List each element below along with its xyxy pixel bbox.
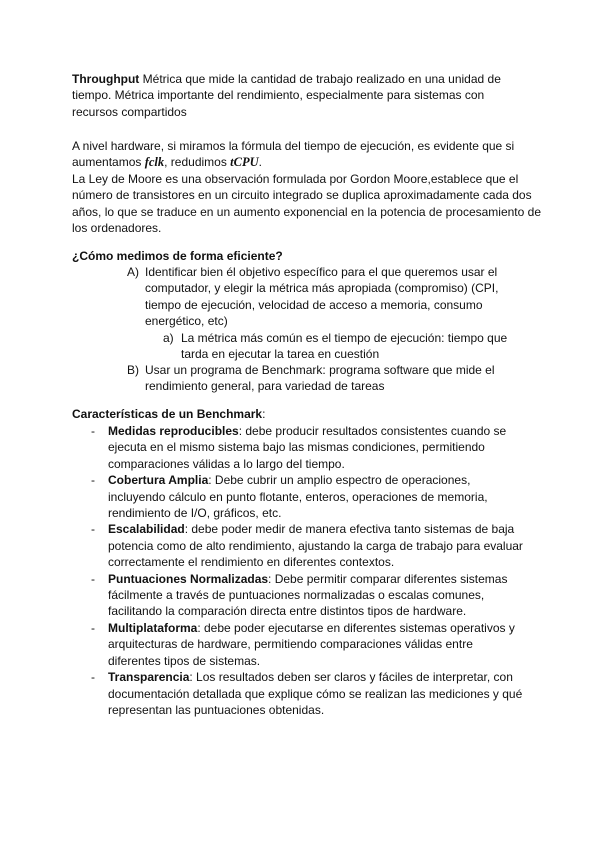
item-text: : Los resultados deben ser claros y fáciles de interpretar, con documentación detallada que explique cómo se realizan las mediciones y qué representan las puntuaciones obtenidas. [108, 670, 523, 717]
item-term: Cobertura Amplia [108, 473, 209, 488]
list-item [91, 620, 528, 669]
list-item [91, 521, 528, 570]
bullet-dash: - [91, 571, 95, 586]
list-item [91, 571, 528, 620]
list-label: B) [127, 363, 139, 377]
measure-heading: ¿Cómo medimos de forma eficiente? [72, 249, 283, 263]
bullet-dash: - [91, 620, 95, 635]
bullet-dash: - [91, 522, 95, 537]
hardware-paragraph [72, 138, 542, 171]
item-term: Medidas reproducibles [108, 424, 239, 438]
list-text: Identificar bien él objetivo específico para el que queremos usar el computador, y elegir la métrica más apropiada (compromiso) (CPI, tiempo de ejecución, velocidad de acceso a memoria, consumo energético, etc) [145, 265, 499, 329]
throughput-paragraph [72, 71, 522, 120]
hardware-text: A nivel hardware, si miramos la fórmula del tiempo de ejecución, es evidente que si aumentamos [72, 139, 515, 170]
bullet-dash: - [91, 670, 95, 685]
list-label: A) [127, 265, 139, 279]
bullet-dash: - [91, 473, 95, 488]
benchmark-list [91, 423, 528, 718]
item-text: : debe poder medir de manera efectiva tanto sistemas de baja potencia como de alto rendimiento, ajustando la carga de trabajo para evaluar correctamente el rendimiento en diferentes contextos. [108, 522, 523, 570]
item-term: Transparencia [108, 670, 190, 685]
list-item [91, 423, 528, 472]
list-item [91, 669, 528, 718]
item-text: : debe poder ejecutarse en diferentes sistemas operativos y arquitecturas de hardware, permitiendo comparaciones válidas entre diferentes tipos de sistemas. [108, 620, 515, 668]
list-item-a [127, 264, 520, 330]
item-text: : Debe permitir comparar diferentes sistemas fácilmente a través de puntuaciones normalizadas o escalas comunes, facilitando la comparación directa entre distintos tipos de hardware. [108, 571, 508, 619]
item-term: Escalabilidad [108, 522, 185, 537]
list-label: a) [163, 331, 174, 345]
item-term: Puntuaciones Normalizadas [108, 571, 269, 586]
throughput-definition: Métrica que mide la cantidad de trabajo realizado en una unidad de tiempo. Métrica importante del rendimiento, especialmente para sistemas con recursos compartidos [72, 72, 501, 119]
hardware-text-3: . [258, 155, 262, 170]
bullet-dash: - [91, 424, 95, 438]
fclk-variable: fclk [144, 155, 165, 170]
moore-paragraph: La Ley de Moore es una observación formulada por Gordon Moore,establece que el número de transistores en un circuito integrado se duplica aproximadamente cada dos años, lo que se traduce en un aumento exponencial en la potencia de procesamiento de los ordenadores. [72, 172, 541, 236]
list-item-b [127, 362, 520, 395]
list-text: La métrica más común es el tiempo de ejecución: tiempo que tarda en ejecutar la tarea en cuestión [181, 331, 508, 362]
list-item [91, 472, 528, 521]
benchmark-heading-text: Características de un Benchmark [72, 407, 263, 421]
list-text: Usar un programa de Benchmark: programa software que mide el rendimiento general, para variedad de tareas [145, 363, 495, 394]
throughput-term: Throughput [72, 72, 140, 86]
item-term: Multiplataforma [108, 620, 198, 635]
tcpu-variable: tCPU [230, 155, 259, 170]
colon: : [262, 407, 266, 421]
item-text: : Debe cubrir un amplio espectro de operaciones, incluyendo cálculo en punto flotante, enteros, operaciones de memoria, rendimiento de I/O, gráficos, etc. [108, 473, 488, 521]
hardware-text-2: , redudimos [164, 155, 231, 170]
item-text: : debe producir resultados consistentes cuando se ejecuta en el mismo sistema bajo las mismas condiciones, permitiendo comparaciones válidas a lo largo del tiempo. [108, 424, 507, 471]
benchmark-heading [72, 406, 265, 422]
list-item-a-sub [163, 330, 521, 363]
